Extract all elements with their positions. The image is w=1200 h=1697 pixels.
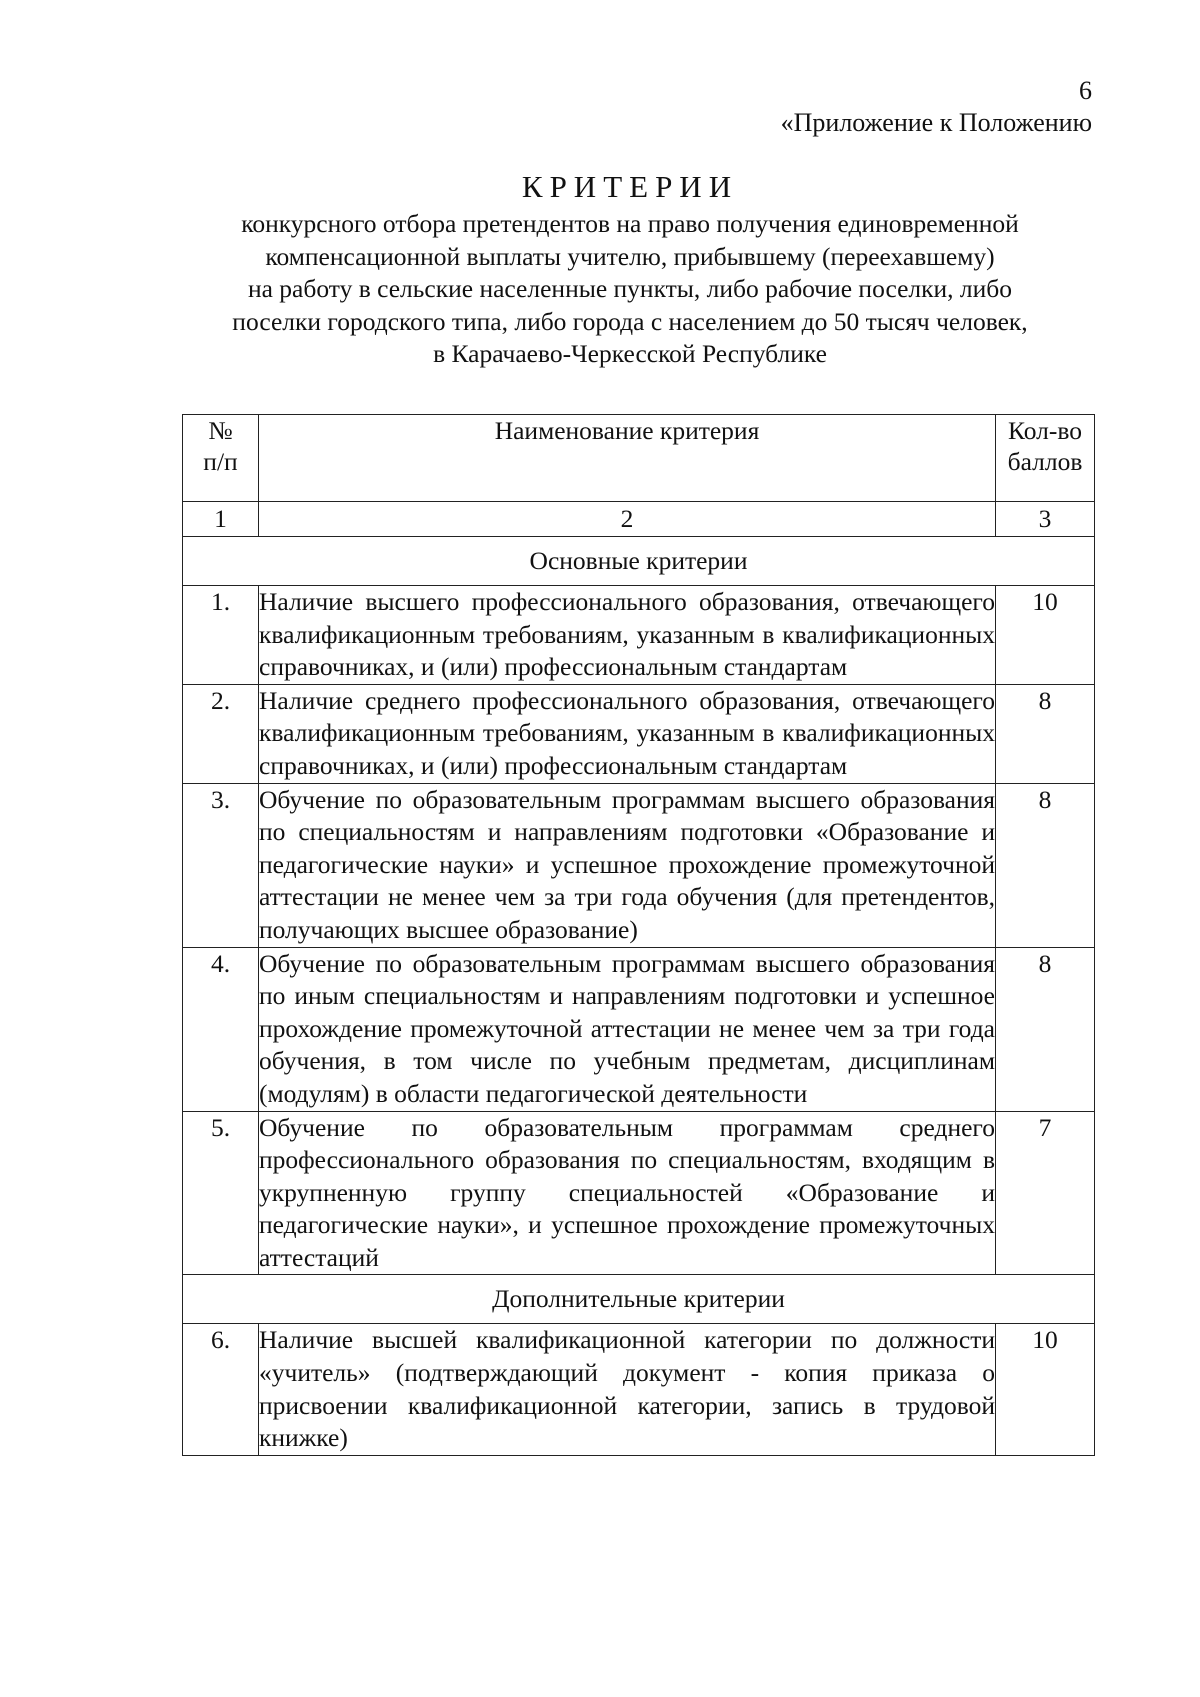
row-points: 8	[996, 783, 1095, 947]
row-points: 8	[996, 947, 1095, 1111]
page-number: 6	[1079, 76, 1092, 105]
column-index: 3	[996, 502, 1095, 537]
appendix-heading: «Приложение к Положению	[780, 108, 1092, 137]
row-number: 2.	[183, 684, 259, 783]
row-criterion: Наличие высшей квалификационной категории по должности «учитель» (подтверждающий документ - копия приказа о присвоении квалификационной категории, запись в трудовой книжке)	[259, 1324, 996, 1455]
header-points-line: баллов	[1007, 447, 1083, 476]
row-criterion: Наличие высшего профессионального образования, отвечающего квалификационным требованиям, указанным в квалификационных справочниках, и (или) профессиональным стандартам	[259, 586, 996, 685]
row-points: 10	[996, 586, 1095, 685]
subtitle-line: поселки городского типа, либо города с населением до 50 тысяч человек,	[232, 306, 1028, 336]
subtitle-line: в Карачаево-Черкесской Республике	[433, 339, 827, 368]
table-row	[183, 783, 1095, 947]
row-points: 8	[996, 684, 1095, 783]
table-row	[183, 586, 1095, 685]
header-number-line: №	[208, 416, 233, 445]
section-title: Основные критерии	[183, 537, 1095, 586]
header-points-line: Кол-во	[1008, 416, 1082, 445]
row-criterion: Обучение по образовательным программам высшего образования по иным специальностям и направлениям подготовки и успешное прохождение промежуточной аттестации не менее чем за три года обучения, в том числе по учебным предметам, дисциплинам (модулям) в области педагогической деятельности	[259, 947, 996, 1111]
row-number: 1.	[183, 586, 259, 685]
header-name: Наименование критерия	[259, 415, 996, 502]
subtitle-line: на работу в сельские населенные пункты, либо рабочие поселки, либо	[247, 274, 1013, 303]
document-title: КРИТЕРИИ	[521, 169, 739, 204]
header-points	[996, 415, 1095, 502]
table-row	[183, 1111, 1095, 1275]
row-points: 7	[996, 1111, 1095, 1275]
row-number: 4.	[183, 947, 259, 1111]
table-row	[183, 684, 1095, 783]
title-block	[150, 168, 1110, 371]
column-index: 2	[259, 502, 996, 537]
section-title: Дополнительные критерии	[183, 1275, 1095, 1324]
row-number: 5.	[183, 1111, 259, 1275]
row-criterion: Наличие среднего профессионального образования, отвечающего квалификационным требованиям, указанным в квалификационных справочниках, и (или) профессиональным стандартам	[259, 684, 996, 783]
table-row	[183, 947, 1095, 1111]
row-points: 10	[996, 1324, 1095, 1455]
section-row	[183, 1275, 1095, 1324]
criteria-table	[182, 414, 1095, 1456]
row-number: 6.	[183, 1324, 259, 1455]
table-header-row	[183, 415, 1095, 502]
subtitle-line: компенсационной выплаты учителю, прибывшему (переехавшему)	[265, 241, 995, 271]
row-criterion: Обучение по образовательным программам высшего образования по специальностям и направлениям подготовки «Образование и педагогические науки» и успешное прохождение промежуточной аттестации не менее чем за три года обучения (для претендентов, получающих высшее образование)	[259, 783, 996, 947]
table-row	[183, 1324, 1095, 1455]
column-index: 1	[183, 502, 259, 537]
row-number: 3.	[183, 783, 259, 947]
subtitle-line: конкурсного отбора претендентов на право получения единовременной	[241, 209, 1019, 238]
column-index-row	[183, 502, 1095, 537]
document-subtitle	[150, 208, 1110, 371]
section-row	[183, 537, 1095, 586]
header-number	[183, 415, 259, 502]
header-number-line: п/п	[203, 447, 238, 476]
row-criterion: Обучение по образовательным программам среднего профессионального образования по специальностям, входящим в укрупненную группу специальностей «Образование и педагогические науки», и успешное прохождение промежуточных аттестаций	[259, 1111, 996, 1275]
